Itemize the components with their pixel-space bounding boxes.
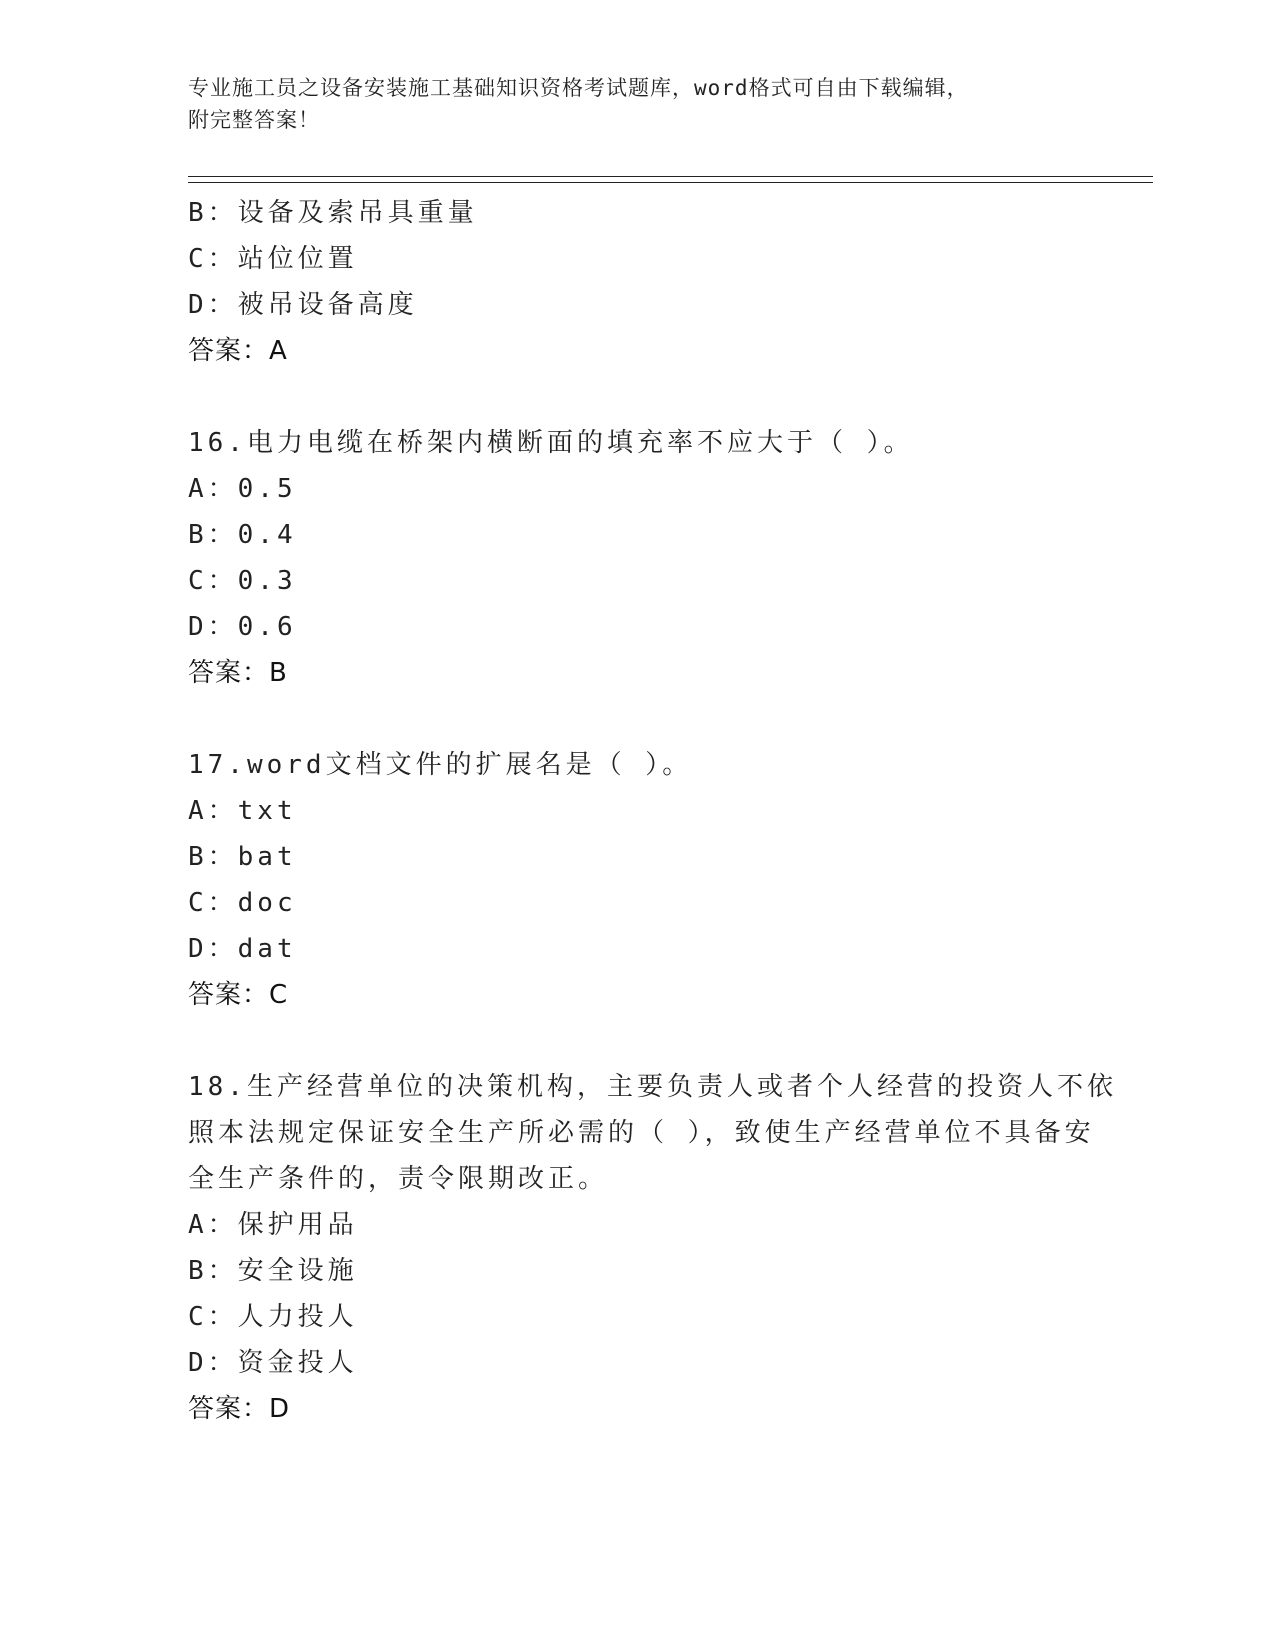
option-key: A： xyxy=(188,474,238,504)
option-key: B： xyxy=(188,842,238,872)
option-row xyxy=(188,1294,1088,1340)
option-row xyxy=(188,190,1088,236)
option-text: 站位位置 xyxy=(237,244,358,274)
option-key: D： xyxy=(188,290,238,320)
option-text: doc xyxy=(237,888,297,918)
option-row xyxy=(188,282,1088,328)
option-key: C： xyxy=(188,566,238,596)
answer-line: 答案：D xyxy=(188,1394,291,1424)
option-row xyxy=(188,604,1088,650)
option-text: 保护用品 xyxy=(237,1210,358,1240)
question-block-17 xyxy=(188,742,1088,1018)
option-row xyxy=(188,926,1088,972)
option-key: C： xyxy=(188,888,238,918)
option-key: A： xyxy=(188,796,238,826)
option-text: txt xyxy=(237,796,297,826)
header-divider-bottom xyxy=(188,182,1153,183)
question-text: 照本法规定保证安全生产所必需的（ ），致使生产经营单位不具备安 xyxy=(188,1118,1095,1148)
option-row xyxy=(188,880,1088,926)
option-text: 0.4 xyxy=(237,520,297,550)
option-text: bat xyxy=(237,842,297,872)
option-text: 0.3 xyxy=(237,566,297,596)
option-key: C： xyxy=(188,1302,238,1332)
answer-line: 答案：C xyxy=(188,980,289,1010)
option-text: 设备及索吊具重量 xyxy=(237,198,478,228)
option-row xyxy=(188,834,1088,880)
option-row xyxy=(188,466,1088,512)
option-text: 资金投人 xyxy=(237,1348,358,1378)
option-row xyxy=(188,1202,1088,1248)
question-text: 17.word文档文件的扩展名是（ ）。 xyxy=(188,750,693,780)
option-key: B： xyxy=(188,198,238,228)
option-key: D： xyxy=(188,612,238,642)
spacer xyxy=(188,696,1088,742)
option-row xyxy=(188,1340,1088,1386)
question-block-18 xyxy=(188,1064,1117,1432)
question-text: 18.生产经营单位的决策机构，主要负责人或者个人经营的投资人不依 xyxy=(188,1072,1117,1102)
answer-line: 答案：A xyxy=(188,336,288,366)
question-block-16 xyxy=(188,420,1088,696)
option-key: D： xyxy=(188,934,238,964)
answer-line: 答案：B xyxy=(188,658,288,688)
question-list xyxy=(188,190,1117,1432)
header-line-1: 专业施工员之设备安装施工基础知识资格考试题库，word格式可自由下载编辑， xyxy=(188,76,969,100)
spacer xyxy=(188,374,1088,420)
option-text: 人力投人 xyxy=(237,1302,358,1332)
question-text: 16.电力电缆在桥架内横断面的填充率不应大于（ ）。 xyxy=(188,428,914,458)
document-header xyxy=(188,72,1088,136)
option-text: 被吊设备高度 xyxy=(237,290,418,320)
header-divider-top xyxy=(188,176,1153,177)
option-key: C： xyxy=(188,244,238,274)
option-row xyxy=(188,1248,1088,1294)
option-text: dat xyxy=(237,934,297,964)
option-key: B： xyxy=(188,520,238,550)
continued-question-block xyxy=(188,190,1088,374)
option-key: D： xyxy=(188,1348,238,1378)
option-row xyxy=(188,788,1088,834)
option-key: B： xyxy=(188,1256,238,1286)
option-text: 0.6 xyxy=(237,612,297,642)
option-row xyxy=(188,558,1088,604)
option-key: A： xyxy=(188,1210,238,1240)
option-text: 0.5 xyxy=(237,474,297,504)
header-line-2: 附完整答案！ xyxy=(188,108,320,132)
spacer xyxy=(188,1018,1088,1064)
question-text: 全生产条件的，责令限期改正。 xyxy=(188,1164,609,1194)
option-row xyxy=(188,512,1088,558)
option-row xyxy=(188,236,1088,282)
option-text: 安全设施 xyxy=(237,1256,358,1286)
